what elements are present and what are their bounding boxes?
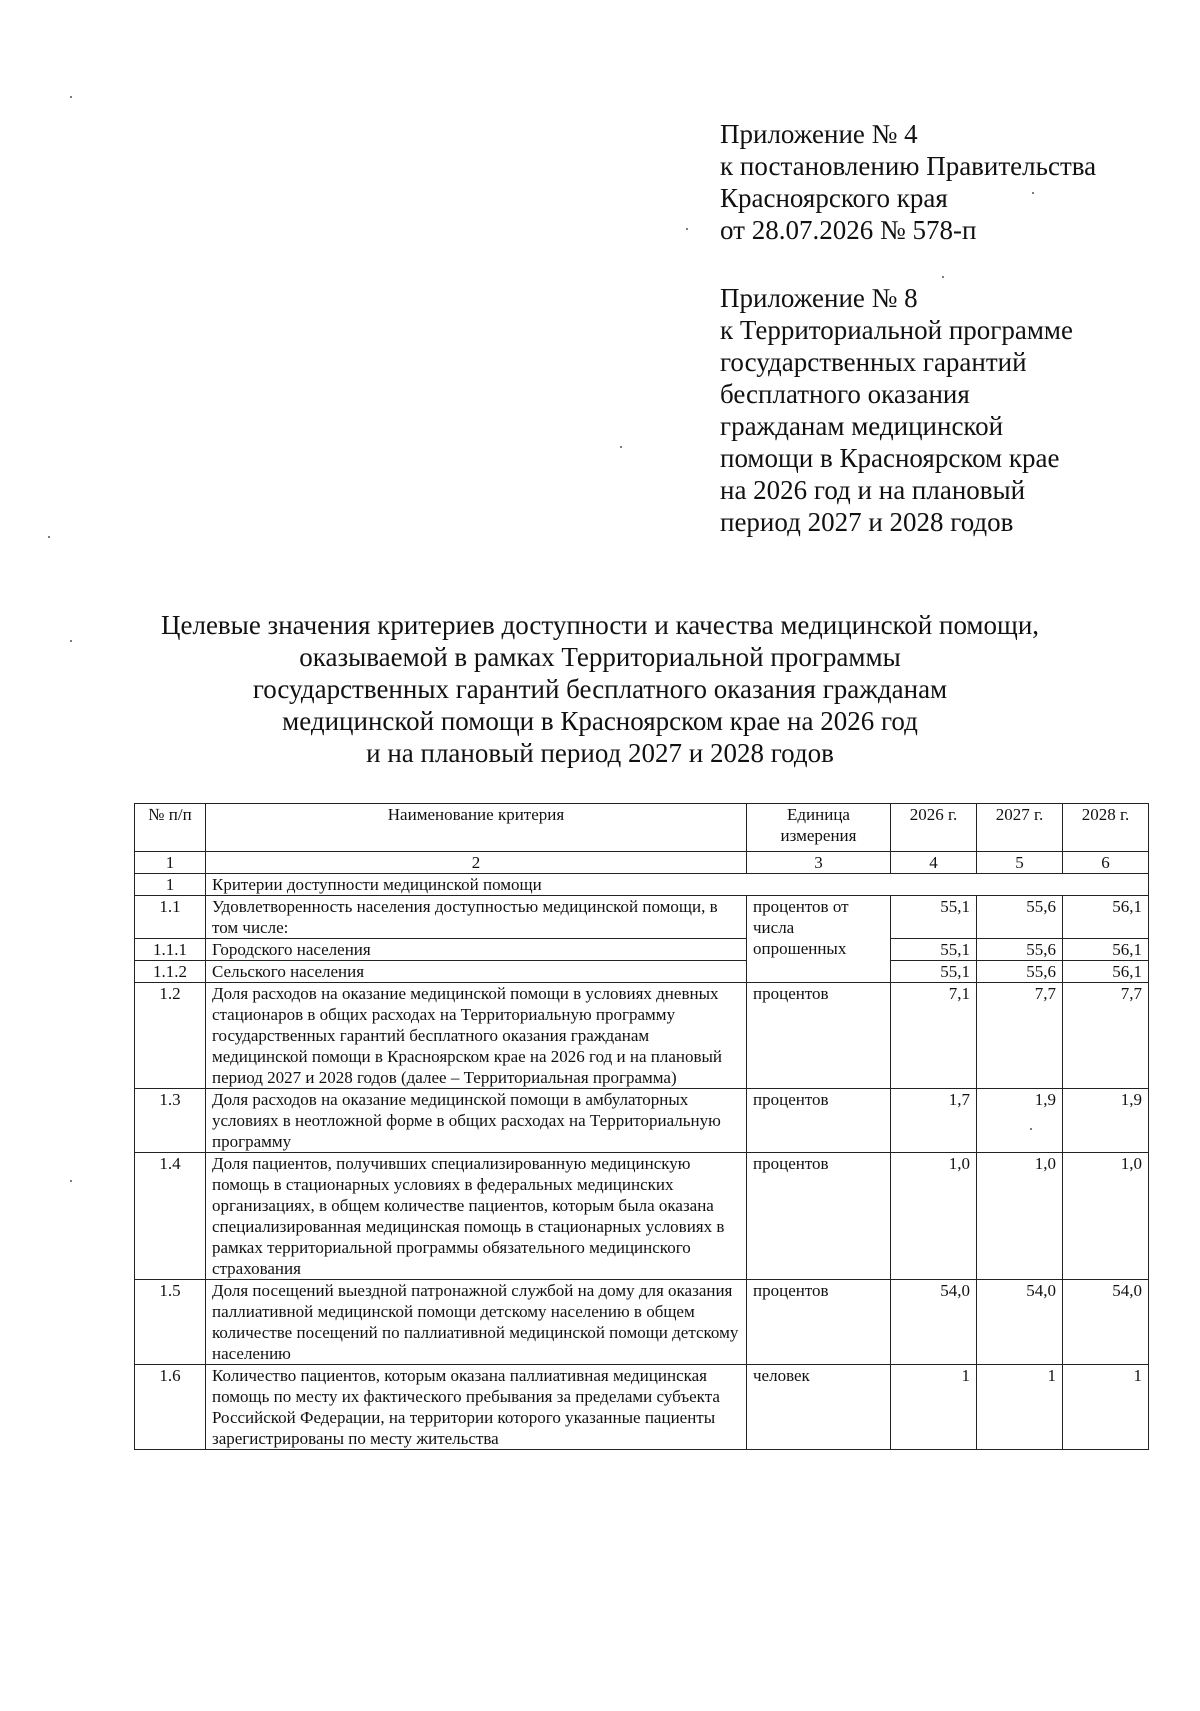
row-name: Доля пациентов, получивших специализированную медицинскую помощь в стационарных условиях в федеральных медицинских организациях, в общем количестве пациентов, которым была оказана специализированная медицинская помощь в стационарных условиях в рамках территориальной программы обязательного медицинского страхования (206, 1153, 747, 1280)
row-name: Удовлетворенность населения доступностью медицинской помощи, в том числе: (206, 896, 747, 939)
header-2028: 2028 г. (1063, 804, 1149, 852)
table-row (135, 1089, 1149, 1153)
value-2028: 56,1 (1063, 961, 1149, 983)
scan-speck (70, 1180, 72, 1182)
scan-speck (1030, 1128, 1032, 1130)
value-2026: 1,0 (891, 1153, 977, 1280)
row-name: Городского населения (206, 939, 747, 961)
appendix-line: от 28.07.2026 № 578-п (720, 215, 977, 245)
appendix-line: помощи в Красноярском крае (720, 443, 1060, 473)
value-2026: 55,1 (891, 961, 977, 983)
appendix-line: Красноярского края (720, 183, 948, 213)
scan-speck (686, 228, 688, 230)
value-2026: 55,1 (891, 939, 977, 961)
appendix-line: к Территориальной программе (720, 315, 1073, 345)
value-2027: 55,6 (977, 939, 1063, 961)
value-2027: 55,6 (977, 896, 1063, 939)
criteria-table (134, 803, 1149, 1450)
column-index-row (135, 852, 1149, 874)
index-cell: 5 (977, 852, 1063, 874)
row-num: 1.6 (135, 1365, 206, 1450)
appendix-line: гражданам медицинской (720, 411, 1004, 441)
value-2027: 1 (977, 1365, 1063, 1450)
value-2027: 7,7 (977, 983, 1063, 1089)
row-num: 1.1 (135, 896, 206, 939)
row-unit: процентов (747, 1280, 891, 1365)
row-unit: процентов от числа опрошенных (747, 896, 891, 983)
index-cell: 6 (1063, 852, 1149, 874)
title-line: Целевые значения критериев доступности и качества медицинской помощи, (160, 610, 1040, 640)
title-line: государственных гарантий бесплатного оказания гражданам (252, 674, 948, 704)
row-name: Сельского населения (206, 961, 747, 983)
row-name: Доля посещений выездной патронажной службой на дому для оказания паллиативной медицинской помощи детскому населению в общем количестве посещений по паллиативной медицинской помощи детскому населению (206, 1280, 747, 1365)
row-num: 1.5 (135, 1280, 206, 1365)
document-title (100, 609, 1100, 769)
row-unit: процентов (747, 983, 891, 1089)
header-unit: Единица измерения (747, 804, 891, 852)
value-2028: 1 (1063, 1365, 1149, 1450)
table-row (135, 939, 1149, 961)
title-line: оказываемой в рамках Территориальной программы (299, 642, 901, 672)
header-2026: 2026 г. (891, 804, 977, 852)
row-num: 1.3 (135, 1089, 206, 1153)
value-2026: 54,0 (891, 1280, 977, 1365)
index-cell: 3 (747, 852, 891, 874)
section-title: Критерии доступности медицинской помощи (206, 874, 1149, 896)
row-unit: человек (747, 1365, 891, 1450)
table-row (135, 1280, 1149, 1365)
scan-speck (48, 536, 50, 538)
table-header-row (135, 804, 1149, 852)
appendix-line: период 2027 и 2028 годов (720, 507, 1014, 537)
scan-speck (70, 96, 72, 98)
value-2027: 1,0 (977, 1153, 1063, 1280)
section-num: 1 (135, 874, 206, 896)
appendix-line: к постановлению Правительства (720, 151, 1097, 181)
appendix-line: бесплатного оказания (720, 379, 970, 409)
row-name: Доля расходов на оказание медицинской помощи в условиях дневных стационаров в общих расходах на Территориальную программу государственных гарантий бесплатного оказания гражданам медицинской помощи в Красноярском крае на 2026 год и на плановый период 2027 и 2028 годов (далее – Территориальная программа) (206, 983, 747, 1089)
appendix-8-header (720, 282, 1160, 538)
row-unit: процентов (747, 1089, 891, 1153)
appendix-line: Приложение № 8 (720, 283, 918, 313)
appendix-line: на 2026 год и на плановый (720, 475, 1026, 505)
table-row (135, 983, 1149, 1089)
row-name: Доля расходов на оказание медицинской помощи в амбулаторных условиях в неотложной форме в общих расходах на Территориальную программу (206, 1089, 747, 1153)
value-2027: 1,9 (977, 1089, 1063, 1153)
appendix-line: государственных гарантий (720, 347, 1027, 377)
table-row (135, 1365, 1149, 1450)
value-2028: 56,1 (1063, 896, 1149, 939)
table-row (135, 1153, 1149, 1280)
row-num: 1.1.2 (135, 961, 206, 983)
index-cell: 2 (206, 852, 747, 874)
header-name: Наименование критерия (206, 804, 747, 852)
value-2028: 1,0 (1063, 1153, 1149, 1280)
value-2028: 56,1 (1063, 939, 1149, 961)
value-2028: 1,9 (1063, 1089, 1149, 1153)
table-row (135, 896, 1149, 939)
row-num: 1.4 (135, 1153, 206, 1280)
row-name: Количество пациентов, которым оказана паллиативная медицинская помощь по месту их фактического пребывания за пределами субъекта Российской Федерации, на территории которого указанные пациенты зарегистрированы по месту жительства (206, 1365, 747, 1450)
scan-speck (1032, 192, 1034, 194)
appendix-4-header (720, 118, 1160, 246)
value-2027: 55,6 (977, 961, 1063, 983)
value-2026: 55,1 (891, 896, 977, 939)
value-2026: 7,1 (891, 983, 977, 1089)
index-cell: 4 (891, 852, 977, 874)
appendix-line: Приложение № 4 (720, 119, 918, 149)
value-2028: 54,0 (1063, 1280, 1149, 1365)
row-num: 1.1.1 (135, 939, 206, 961)
scan-speck (620, 446, 622, 448)
header-num: № п/п (135, 804, 206, 852)
title-line: и на плановый период 2027 и 2028 годов (366, 738, 834, 768)
scan-speck (942, 276, 944, 278)
row-num: 1.2 (135, 983, 206, 1089)
scan-speck (70, 640, 72, 642)
row-unit: процентов (747, 1153, 891, 1280)
value-2027: 54,0 (977, 1280, 1063, 1365)
section-row (135, 874, 1149, 896)
index-cell: 1 (135, 852, 206, 874)
value-2026: 1,7 (891, 1089, 977, 1153)
value-2026: 1 (891, 1365, 977, 1450)
header-2027: 2027 г. (977, 804, 1063, 852)
value-2028: 7,7 (1063, 983, 1149, 1089)
table-row (135, 961, 1149, 983)
title-line: медицинской помощи в Красноярском крае на 2026 год (282, 706, 918, 736)
